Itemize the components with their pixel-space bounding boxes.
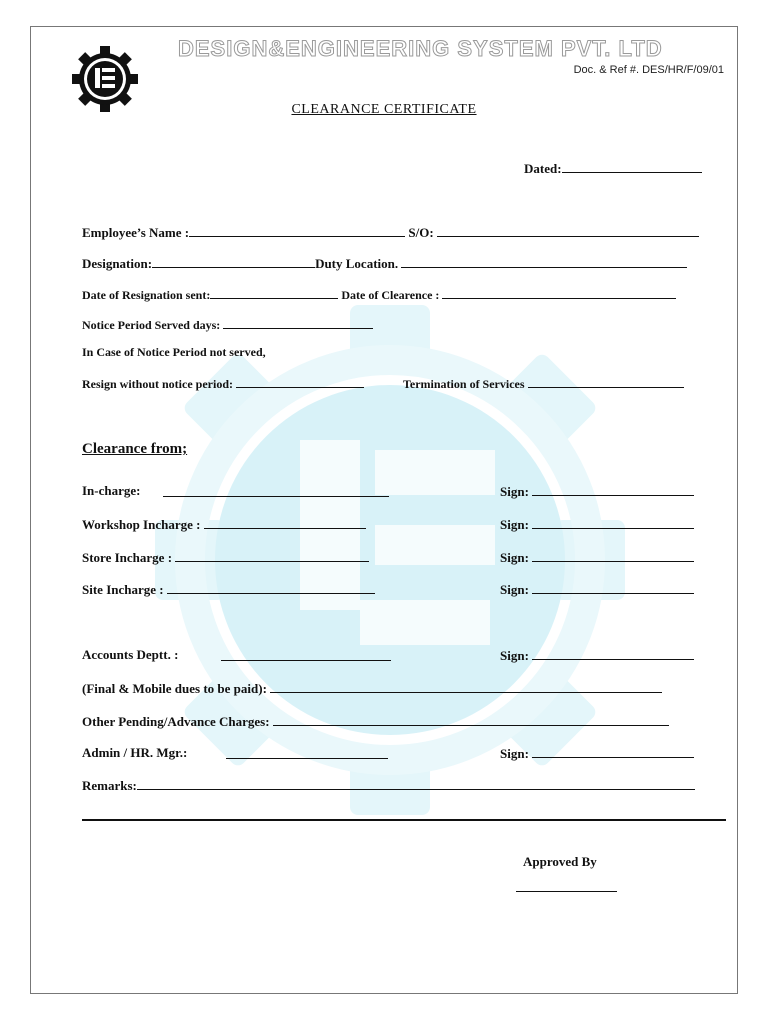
store-row xyxy=(82,549,369,566)
final-mobile-line[interactable] xyxy=(270,680,662,693)
resign-without-row xyxy=(82,375,364,392)
accounts-sign-line[interactable] xyxy=(532,647,694,660)
dated-field: Dated: xyxy=(524,160,702,177)
site-line[interactable] xyxy=(167,581,375,594)
accounts-sign-row: Sign: xyxy=(500,647,694,664)
so-label: S/O: xyxy=(408,225,434,240)
termination-line[interactable] xyxy=(528,375,684,388)
incharge-line[interactable] xyxy=(163,484,389,497)
admin-hr-label: Admin / HR. Mgr.: xyxy=(82,745,188,760)
other-pending-line[interactable] xyxy=(273,713,669,726)
dated-line[interactable] xyxy=(562,160,702,173)
clearance-heading: Clearance from; xyxy=(82,441,188,457)
termination-row xyxy=(403,375,684,392)
workshop-label: Workshop Incharge : xyxy=(82,517,201,532)
store-sign-row: Sign: xyxy=(500,549,694,566)
divider xyxy=(82,819,726,821)
notice-served-label: Notice Period Served days: xyxy=(82,318,221,332)
resign-without-line[interactable] xyxy=(236,375,364,388)
workshop-line[interactable] xyxy=(204,516,366,529)
duty-location-line[interactable] xyxy=(401,255,687,268)
workshop-sign-row: Sign: xyxy=(500,516,694,533)
designation-line[interactable] xyxy=(152,255,315,268)
site-sign-line[interactable] xyxy=(532,581,694,594)
site-sign-row: Sign: xyxy=(500,581,694,598)
certificate-title: CLEARANCE CERTIFICATE xyxy=(291,102,477,117)
incharge-label: In-charge: xyxy=(82,483,141,498)
other-pending-label: Other Pending/Advance Charges: xyxy=(82,714,270,729)
doc-ref-number: Doc. & Ref #. DES/HR/F/09/01 xyxy=(573,64,724,76)
accounts-line[interactable] xyxy=(221,648,391,661)
remarks-label: Remarks: xyxy=(82,778,137,793)
store-label: Store Incharge : xyxy=(82,550,173,565)
resignation-row xyxy=(82,286,676,303)
employee-name-line[interactable] xyxy=(189,224,405,237)
notice-served-line[interactable] xyxy=(223,316,373,329)
admin-hr-sign-line[interactable] xyxy=(532,745,694,758)
final-mobile-label: (Final & Mobile dues to be paid): xyxy=(82,681,267,696)
so-line[interactable] xyxy=(437,224,699,237)
final-mobile-row xyxy=(82,680,662,697)
approved-by-line[interactable] xyxy=(516,879,617,892)
employee-name-label: Employee’s Name : xyxy=(82,225,190,240)
date-resignation-line[interactable] xyxy=(210,286,338,299)
employee-name-row xyxy=(82,224,699,241)
date-clearence-line[interactable] xyxy=(442,286,676,299)
site-row xyxy=(82,581,375,598)
accounts-label: Accounts Deptt. : xyxy=(82,647,179,662)
notice-served-row xyxy=(82,316,373,333)
remarks-line[interactable] xyxy=(137,777,695,790)
other-pending-row xyxy=(82,713,669,730)
workshop-sign-line[interactable] xyxy=(532,516,694,529)
remarks-row xyxy=(82,777,695,794)
date-clearence-label: Date of Clearence : xyxy=(341,288,440,302)
duty-location-label: Duty Location. xyxy=(315,256,399,271)
company-name: DESIGN&ENGINEERING SYSTEM PVT. LTD xyxy=(178,36,663,61)
incharge-sign-line[interactable] xyxy=(532,483,694,496)
resign-without-label: Resign without notice period: xyxy=(82,377,233,391)
admin-hr-sign-row: Sign: xyxy=(500,745,694,762)
date-resignation-label: Date of Resignation sent: xyxy=(82,288,211,302)
incharge-sign-row: Sign: xyxy=(500,483,694,500)
designation-label: Designation: xyxy=(82,256,153,271)
admin-hr-line[interactable] xyxy=(226,746,388,759)
designation-row xyxy=(82,255,687,272)
approved-by-label: Approved By xyxy=(523,854,597,869)
store-line[interactable] xyxy=(175,549,369,562)
workshop-row xyxy=(82,516,366,533)
site-label: Site Incharge : xyxy=(82,582,164,597)
store-sign-line[interactable] xyxy=(532,549,694,562)
termination-label: Termination of Services xyxy=(403,377,525,391)
notice-not-served-text: In Case of Notice Period not served, xyxy=(82,345,266,359)
